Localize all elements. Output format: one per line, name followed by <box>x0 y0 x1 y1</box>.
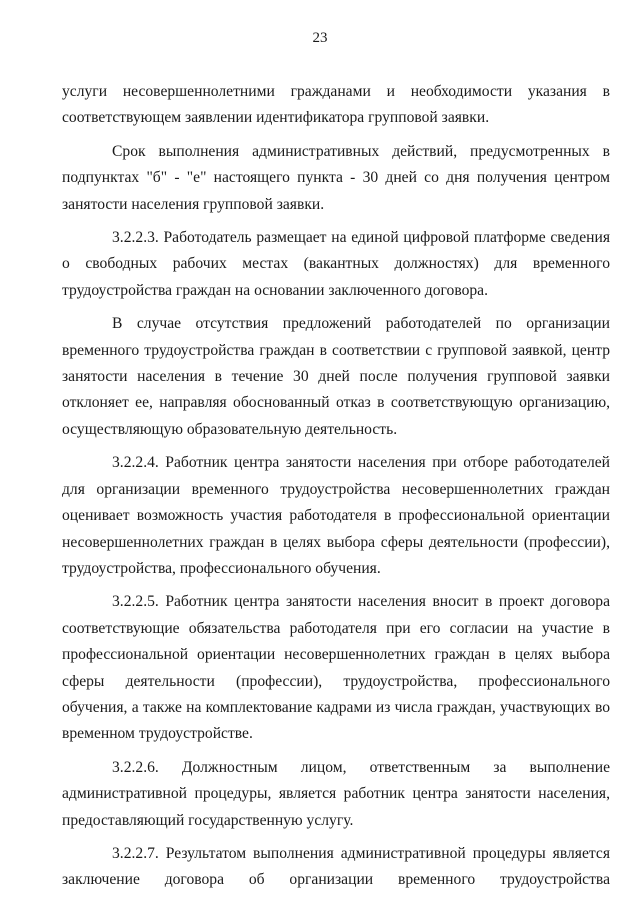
document-body <box>62 79 610 901</box>
paragraph-refusal: В случае отсутствия предложений работодателей по организации временного трудоустройства граждан в соответствии с групповой заявкой, центр занятости населения в течение 30 дней после получения групповой заявки отклоняет ее, направляя обоснованный отказ в соответствующую организацию, осуществляющую образовательную деятельность. <box>62 315 610 438</box>
paragraph-deadline: Срок выполнения административных действий, предусмотренных в подпунктах "б" - "е" настоящего пункта - 30 дней со дня получения центром занятости населения групповой заявки. <box>62 142 610 213</box>
page-number: 23 <box>312 30 328 46</box>
paragraph-3-2-2-6: 3.2.2.6. Должностным лицом, ответственным за выполнение административной процедуры, является работник центра занятости населения, предоставляющий государственную услугу. <box>62 758 610 829</box>
paragraph-3-2-2-5: 3.2.2.5. Работник центра занятости населения вносит в проект договора соответствующие обязательства работодателя при его согласии на участие в профессиональной ориентации несовершеннолетних граждан в целях выбора сферы деятельности (профессии), трудоустройства, профессионального обучения, а также на комплектование кадрами из числа граждан, участвующих во временном трудоустройстве. <box>62 593 610 743</box>
paragraph-3-2-2-4: 3.2.2.4. Работник центра занятости населения при отборе работодателей для организации временного трудоустройства несовершеннолетних граждан оценивает возможность участия работодателя в профессиональной ориентации несовершеннолетних граждан в целях выбора сферы деятельности (профессии), трудоустройства, профессионального обучения. <box>62 454 610 577</box>
paragraph-3-2-2-7: 3.2.2.7. Результатом выполнения административной процедуры является заключение договора об организации временного трудоустройства <box>62 844 610 889</box>
paragraph-3-2-2-3: 3.2.2.3. Работодатель размещает на единой цифровой платформе сведения о свободных рабочих местах (вакантных должностях) для временного трудоустройства граждан на основании заключенного договора. <box>62 229 610 299</box>
paragraph-continuation: услуги несовершеннолетними гражданами и необходимости указания в соответствующем заявлении идентификатора групповой заявки. <box>62 83 610 127</box>
